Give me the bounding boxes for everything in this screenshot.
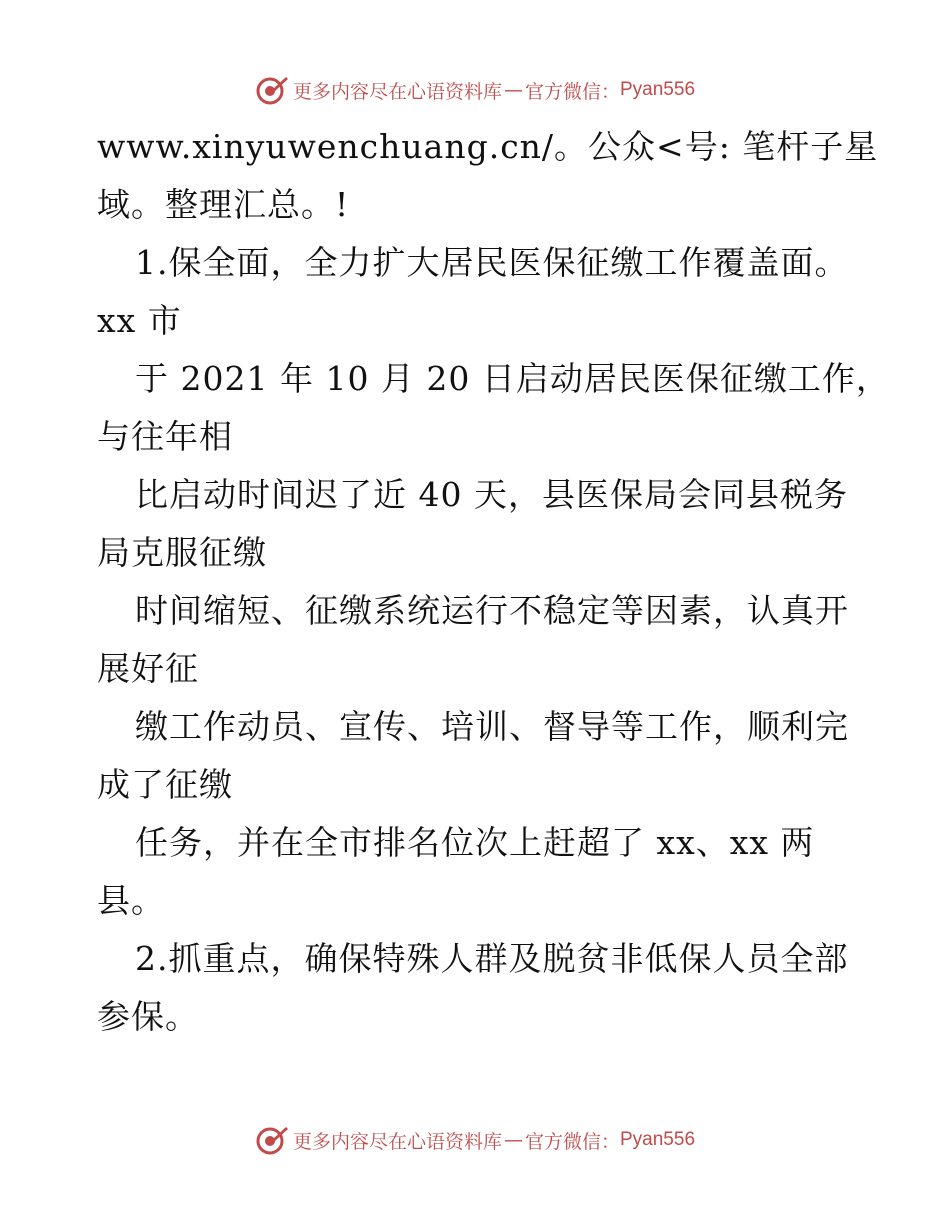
body-line: 成了征缴 [97, 765, 233, 804]
body-line: 参保。 [97, 997, 199, 1036]
body-line: www.xinyuwenchuang.cn/。公众<号: 笔杆子星 [97, 127, 879, 166]
header-banner [0, 70, 950, 110]
footer-banner [0, 1120, 950, 1160]
pen-logo-icon [255, 73, 289, 107]
body-line: 局克服征缴 [97, 533, 267, 572]
body-line: xx 市 [97, 301, 182, 340]
header-wechat-id: Pyan556 [620, 79, 696, 100]
body-line: 比启动时间迟了近 40 天，县医保局会同县税务 [135, 475, 848, 514]
document-body [97, 118, 890, 1046]
header-site-text: 更多内容尽在心语资料库 [292, 80, 502, 103]
header-wechat-label: 官方微信： [524, 80, 620, 103]
body-line: 与往年相 [97, 417, 233, 456]
body-line: 域。整理汇总。! [97, 185, 350, 224]
footer-wechat-id: Pyan556 [620, 1129, 696, 1150]
header-dash: — [503, 79, 523, 101]
footer-dash: — [503, 1129, 523, 1151]
body-line: 展好征 [97, 649, 199, 688]
body-line: 时间缩短、征缴系统运行不稳定等因素，认真开 [135, 591, 849, 630]
footer-wechat-label: 官方微信： [524, 1130, 620, 1153]
body-line: 县。 [97, 881, 165, 920]
body-line: 1.保全面，全力扩大居民医保征缴工作覆盖面。 [135, 243, 849, 282]
pen-logo-icon [255, 1123, 289, 1157]
body-line: 任务，并在全市排名位次上赶超了 xx、xx 两 [135, 823, 815, 862]
body-line: 缴工作动员、宣传、培训、督导等工作，顺利完 [135, 707, 849, 746]
body-line: 2.抓重点，确保特殊人群及脱贫非低保人员全部 [135, 939, 849, 978]
body-line: 于 2021 年 10 月 20 日启动居民医保征缴工作， [135, 359, 890, 398]
footer-site-text: 更多内容尽在心语资料库 [292, 1130, 502, 1153]
